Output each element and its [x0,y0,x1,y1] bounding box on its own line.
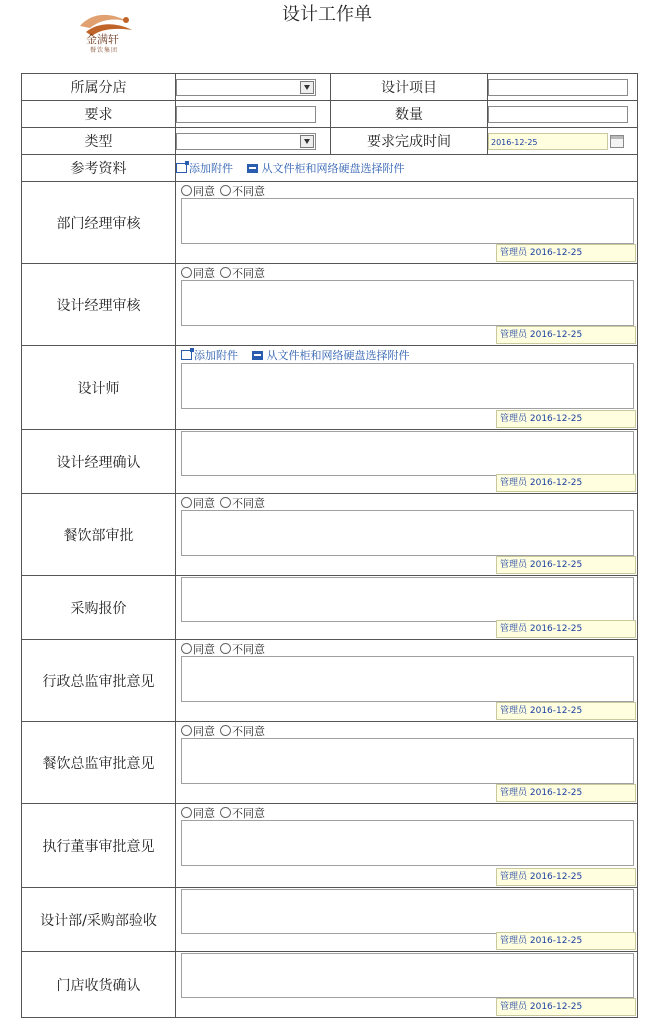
chevron-down-icon[interactable] [300,81,314,94]
radio-agree[interactable] [181,185,192,196]
choose-from-cabinet-link[interactable] [242,349,409,362]
radio-disagree-label: 不同意 [232,725,265,738]
due-date-label: 要求完成时间 [331,128,488,155]
file-cabinet-icon [252,351,263,360]
approval-radios [181,805,265,821]
radio-disagree-label: 不同意 [232,185,265,198]
radio-agree-label: 同意 [193,643,215,656]
opinion-textarea[interactable] [181,280,634,326]
approval-radios [181,265,265,281]
choose-from-cabinet-link[interactable] [237,162,404,175]
radio-agree-label: 同意 [193,807,215,820]
section-label: 执行董事审批意见 [22,804,176,888]
section-label: 部门经理审核 [22,182,176,264]
add-attachment-icon [181,350,192,360]
radio-agree-label: 同意 [193,725,215,738]
opinion-textarea[interactable] [181,820,634,866]
section-label: 设计经理确认 [22,430,176,494]
section-label: 设计部/采购部验收 [22,888,176,952]
reference-label: 参考资料 [22,155,176,182]
section-label: 行政总监审批意见 [22,640,176,722]
radio-agree[interactable] [181,807,192,818]
opinion-textarea[interactable] [181,738,634,784]
opinion-textarea[interactable] [181,889,634,934]
opinion-textarea[interactable] [181,198,634,244]
section-label: 餐饮总监审批意见 [22,722,176,804]
add-attachment-label: 添加附件 [189,162,233,175]
branch-select[interactable] [176,79,316,96]
radio-agree-label: 同意 [193,267,215,280]
opinion-textarea[interactable] [181,431,634,476]
radio-disagree-label: 不同意 [232,643,265,656]
section-label: 设计师 [22,346,176,430]
project-label: 设计项目 [331,74,488,101]
opinion-textarea[interactable] [181,656,634,702]
add-attachment-link[interactable] [181,349,238,362]
signature-field: 管理员 2016-12-25 [496,702,636,720]
logo-subtext: 餐饮集团 [90,47,119,54]
radio-agree-label: 同意 [193,185,215,198]
signature-field: 管理员 2016-12-25 [496,620,636,638]
signature-field: 管理员 2016-12-25 [496,868,636,886]
add-attachment-link[interactable] [176,162,233,175]
logo-text: 金满轩 [86,33,119,46]
radio-disagree[interactable] [220,267,231,278]
radio-disagree[interactable] [220,807,231,818]
signature-field: 管理员 2016-12-25 [496,932,636,950]
choose-from-cabinet-label: 从文件柜和网络硬盘选择附件 [261,162,405,175]
approval-radios [181,495,265,511]
chevron-down-icon[interactable] [300,135,314,148]
design-work-order-form [21,73,638,1018]
file-cabinet-icon [247,164,258,173]
radio-agree[interactable] [181,643,192,654]
quantity-input[interactable] [488,106,628,123]
approval-radios [181,641,265,657]
section-label: 餐饮部审批 [22,494,176,576]
signature-field: 管理员 2016-12-25 [496,326,636,344]
approval-radios [181,723,265,739]
type-label: 类型 [22,128,176,155]
section-label: 设计经理审核 [22,264,176,346]
opinion-textarea[interactable] [181,363,634,409]
page-title: 设计工作单 [282,4,372,25]
radio-agree[interactable] [181,267,192,278]
opinion-textarea[interactable] [181,577,634,622]
opinion-textarea[interactable] [181,510,634,556]
radio-disagree-label: 不同意 [232,807,265,820]
requirement-input[interactable] [176,106,316,123]
signature-field: 管理员 2016-12-25 [496,474,636,492]
radio-disagree[interactable] [220,643,231,654]
radio-disagree-label: 不同意 [232,267,265,280]
radio-disagree[interactable] [220,497,231,508]
opinion-textarea[interactable] [181,953,634,998]
signature-field: 管理员 2016-12-25 [496,998,636,1016]
due-date-input[interactable]: 2016-12-25 [488,133,608,150]
project-input[interactable] [488,79,628,96]
section-label: 门店收货确认 [22,952,176,1018]
add-attachment-label: 添加附件 [194,349,238,362]
radio-disagree[interactable] [220,185,231,196]
calendar-icon[interactable] [610,135,624,148]
signature-field: 管理员 2016-12-25 [496,784,636,802]
requirement-label: 要求 [22,101,176,128]
quantity-label: 数量 [331,101,488,128]
choose-from-cabinet-label: 从文件柜和网络硬盘选择附件 [266,349,410,362]
radio-agree[interactable] [181,725,192,736]
radio-disagree-label: 不同意 [232,497,265,510]
radio-agree[interactable] [181,497,192,508]
section-label: 采购报价 [22,576,176,640]
signature-field: 管理员 2016-12-25 [496,410,636,428]
signature-field: 管理员 2016-12-25 [496,244,636,262]
branch-label: 所属分店 [22,74,176,101]
type-select[interactable] [176,133,316,150]
radio-disagree[interactable] [220,725,231,736]
add-attachment-icon [176,163,187,173]
signature-field: 管理员 2016-12-25 [496,556,636,574]
radio-agree-label: 同意 [193,497,215,510]
approval-radios [181,183,265,199]
